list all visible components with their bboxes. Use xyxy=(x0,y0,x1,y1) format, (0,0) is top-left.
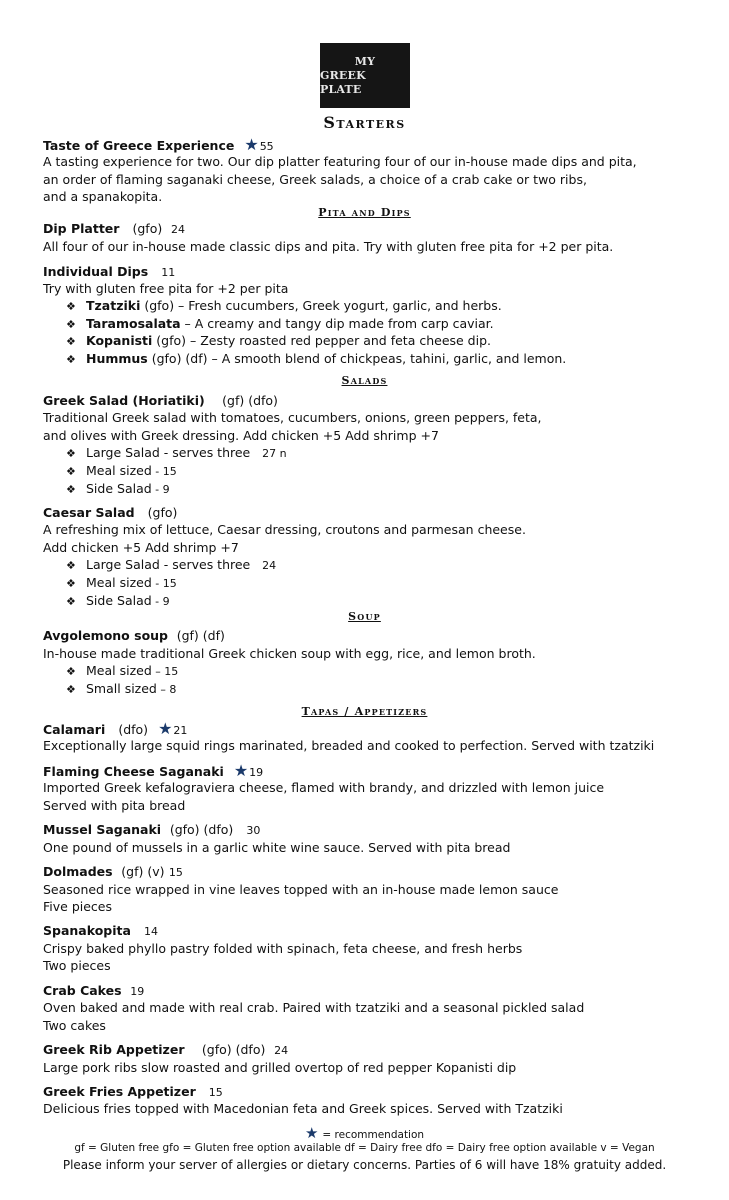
item-description: Two pieces xyxy=(43,958,111,973)
item-tags: (gfo) (dfo) xyxy=(169,822,234,837)
item-price: 15 xyxy=(168,866,183,879)
item-price: 15 xyxy=(208,1086,223,1099)
item-price: 55 xyxy=(259,140,274,153)
item-name: Crab Cakes xyxy=(43,983,122,998)
item-tags: (gf) (df) xyxy=(176,628,225,643)
list-item: ❖ Side Salad - 9 xyxy=(66,480,170,499)
item-name: Mussel Saganaki xyxy=(43,822,162,837)
item-description: Five pieces xyxy=(43,899,112,914)
star-icon: ★ xyxy=(158,719,173,738)
item-description: Try with gluten free pita for +2 per pita xyxy=(43,281,289,296)
item-description: A tasting experience for two. Our dip platter featuring four of our in-house made dips and pita, xyxy=(43,154,637,169)
item-name: Spanakopita xyxy=(43,923,131,938)
item-name: Taste of Greece Experience xyxy=(43,138,235,153)
list-item: ❖ Small sized – 8 xyxy=(66,680,176,699)
item-description: Crispy baked phyllo pastry folded with spinach, feta cheese, and fresh herbs xyxy=(43,941,523,956)
fries-heading xyxy=(43,1083,223,1102)
list-item: ❖ Kopanisti (gfo) – Zesty roasted red pepper and feta cheese dip. xyxy=(66,332,491,351)
soup-heading xyxy=(43,627,225,645)
item-price: 19 xyxy=(249,766,264,779)
item-name: Greek Rib Appetizer xyxy=(43,1042,185,1057)
item-description: One pound of mussels in a garlic white wine sauce. Served with pita bread xyxy=(43,840,511,855)
diamond-bullet-icon: ❖ xyxy=(66,665,76,678)
logo-line-2: GREEK PLATE xyxy=(320,68,366,96)
diamond-bullet-icon: ❖ xyxy=(66,335,76,348)
list-item: ❖ Large Salad - serves three 27 n xyxy=(66,444,287,463)
page-title: Starters xyxy=(323,113,406,132)
section-heading-tapas: Tapas / Appetizers xyxy=(301,705,428,718)
caesar-salad-heading xyxy=(43,504,177,522)
item-price: 14 xyxy=(144,925,158,938)
section-heading-salads: Salads xyxy=(341,374,388,387)
item-tags: (gfo) xyxy=(147,505,178,520)
diamond-bullet-icon: ❖ xyxy=(66,595,76,608)
item-price: 30 xyxy=(246,824,261,837)
item-tags: (gfo) (dfo) xyxy=(201,1042,266,1057)
item-description: Served with pita bread xyxy=(43,798,186,813)
item-description: Add chicken +5 Add shrimp +7 xyxy=(43,540,239,555)
dip-platter-heading xyxy=(43,220,185,239)
item-description: and a spanakopita. xyxy=(43,189,163,204)
diamond-bullet-icon: ❖ xyxy=(66,353,76,366)
diet-key: gf = Gluten free gfo = Gluten free option available df = Dairy free dfo = Dairy free option available v = Vegan xyxy=(74,1142,655,1154)
item-tags: (gf) (v) xyxy=(121,864,165,879)
list-item: ❖ Meal sized - 15 xyxy=(66,574,177,593)
item-tags: (gfo) xyxy=(132,221,163,236)
item-description: Imported Greek kefalograviera cheese, flamed with brandy, and drizzled with lemon juice xyxy=(43,780,605,795)
diamond-bullet-icon: ❖ xyxy=(66,683,76,696)
item-name: Greek Salad (Horiatiki) xyxy=(43,393,205,408)
item-tags: (dfo) xyxy=(118,722,149,737)
item-name: Caesar Salad xyxy=(43,505,135,520)
logo-line-1: MY xyxy=(354,54,376,68)
item-description: and olives with Greek dressing. Add chicken +5 Add shrimp +7 xyxy=(43,428,439,443)
item-price: 21 xyxy=(173,724,188,737)
star-icon: ★ xyxy=(244,135,259,154)
allergy-notice: Please inform your server of allergies or dietary concerns. Parties of 6 will have 18% gratuity added. xyxy=(62,1158,667,1172)
diamond-bullet-icon: ❖ xyxy=(66,300,76,313)
item-description: All four of our in-house made classic dips and pita. Try with gluten free pita for +2 per pita. xyxy=(43,239,614,254)
item-description: an order of flaming saganaki cheese, Greek salads, a choice of a crab cake or two ribs, xyxy=(43,172,587,187)
star-icon: ★ xyxy=(304,1124,319,1142)
rib-heading xyxy=(43,1041,288,1060)
item-name: Individual Dips xyxy=(43,264,149,279)
spanakopita-heading xyxy=(43,922,158,941)
diamond-bullet-icon: ❖ xyxy=(66,559,76,572)
list-item: ❖ Large Salad - serves three 24 xyxy=(66,556,276,575)
list-item: ❖ Side Salad - 9 xyxy=(66,592,170,611)
greek-salad-heading xyxy=(43,392,278,410)
restaurant-logo xyxy=(320,43,410,108)
item-name: Greek Fries Appetizer xyxy=(43,1084,196,1099)
star-icon: ★ xyxy=(233,761,249,780)
item-name: Flaming Cheese Saganaki xyxy=(43,764,224,779)
diamond-bullet-icon: ❖ xyxy=(66,483,76,496)
item-name: Avgolemono soup xyxy=(43,628,168,643)
item-description: Traditional Greek salad with tomatoes, cucumbers, onions, green peppers, feta, xyxy=(43,410,542,425)
list-item: ❖ Tzatziki (gfo) – Fresh cucumbers, Greek yogurt, garlic, and herbs. xyxy=(66,297,502,316)
item-description: Seasoned rice wrapped in vine leaves topped with an in-house made lemon sauce xyxy=(43,882,559,897)
diamond-bullet-icon: ❖ xyxy=(66,318,76,331)
dolmades-heading xyxy=(43,863,183,882)
list-item: ❖ Hummus (gfo) (df) – A smooth blend of chickpeas, tahini, garlic, and lemon. xyxy=(66,350,566,369)
diamond-bullet-icon: ❖ xyxy=(66,465,76,478)
item-description: Exceptionally large squid rings marinated, breaded and cooked to perfection. Served with tzatziki xyxy=(43,738,655,753)
list-item: ❖ Meal sized – 15 xyxy=(66,662,178,681)
item-name: Dip Platter xyxy=(43,221,120,236)
item-price: 19 xyxy=(130,985,145,998)
item-description: Delicious fries topped with Macedonian feta and Greek spices. Served with Tzatziki xyxy=(43,1101,563,1116)
item-price: 24 xyxy=(274,1044,289,1057)
section-heading-soup: Soup xyxy=(348,610,381,623)
item-name: Calamari xyxy=(43,722,106,737)
diamond-bullet-icon: ❖ xyxy=(66,447,76,460)
item-description: A refreshing mix of lettuce, Caesar dressing, croutons and parmesan cheese. xyxy=(43,522,526,537)
item-description: In-house made traditional Greek chicken soup with egg, rice, and lemon broth. xyxy=(43,646,536,661)
item-price: 11 xyxy=(161,266,176,279)
item-price: 24 xyxy=(170,223,185,236)
item-tags: (gf) (dfo) xyxy=(222,393,278,408)
item-description: Two cakes xyxy=(43,1018,106,1033)
individual-dips-heading xyxy=(43,263,175,282)
legend-text: = recommendation xyxy=(322,1129,425,1141)
list-item: ❖ Meal sized - 15 xyxy=(66,462,177,481)
list-item: ❖ Taramosalata – A creamy and tangy dip made from carp caviar. xyxy=(66,315,494,334)
item-description: Oven baked and made with real crab. Paired with tzatziki and a seasonal pickled salad xyxy=(43,1000,585,1015)
item-name: Dolmades xyxy=(43,864,113,879)
mussel-heading xyxy=(43,821,260,840)
crab-cakes-heading xyxy=(43,982,144,1001)
diamond-bullet-icon: ❖ xyxy=(66,577,76,590)
legend xyxy=(0,1124,729,1142)
item-description: Large pork ribs slow roasted and grilled overtop of red pepper Kopanisti dip xyxy=(43,1060,517,1075)
section-heading-pita: Pita and Dips xyxy=(318,206,411,219)
